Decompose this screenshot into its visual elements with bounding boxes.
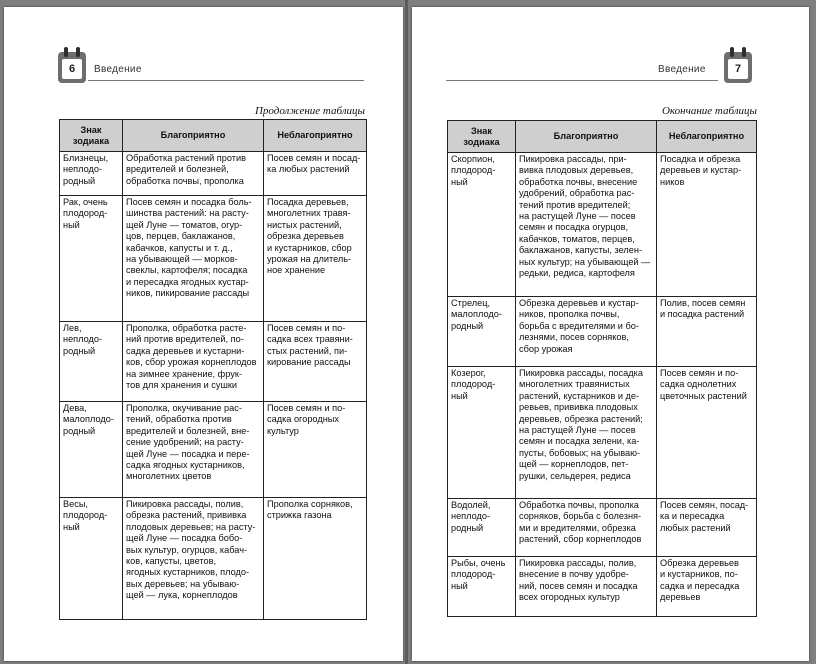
zodiac-table — [59, 119, 367, 620]
table-header-row — [60, 120, 367, 152]
calendar-icon — [724, 52, 752, 83]
cell-bad: Посев семян и по- садка однолетних цветочных растений — [657, 367, 757, 499]
cell-sign: Лев, неплодо- родный — [60, 322, 123, 402]
cell-bad: Посев семян и по- садка всех травяни- стых растений, пи- кирование рассады — [264, 322, 367, 402]
table-row — [60, 498, 367, 620]
book-spine — [405, 0, 408, 664]
cell-bad: Обрезка деревьев и кустарников, по- садка и пересадка деревьев — [657, 557, 757, 617]
cell-sign: Козерог, плодород- ный — [448, 367, 516, 499]
cell-sign: Рак, очень плодород- ный — [60, 196, 123, 322]
cell-bad: Посев семян и по- садка огородных культур — [264, 402, 367, 498]
table-row — [448, 499, 757, 557]
page-number: 7 — [728, 59, 748, 79]
header-good: Благоприятно — [123, 120, 264, 152]
page-number: 6 — [62, 59, 82, 79]
cell-good: Пикировка рассады, при- вивка плодовых деревьев, обработка почвы, внесение удобрений, обработка рас- тений против вредителей; на растущей Луне — посев семян и посадка огурцов, кабачков, томатов, перцев, баклажанов, капусты, зелен- ных культур; на убывающей — редьки, редиса, картофеля — [516, 153, 657, 297]
cell-bad: Посев семян, посад- ка и пересадка любых растений — [657, 499, 757, 557]
cell-bad: Полив, посев семян и посадка растений — [657, 297, 757, 367]
section-title: Введение — [658, 64, 706, 75]
cell-sign: Скорпион, плодород- ный — [448, 153, 516, 297]
table-row — [60, 402, 367, 498]
cell-bad: Прополка сорняков, стрижка газона — [264, 498, 367, 620]
cell-sign: Рыбы, очень плодород- ный — [448, 557, 516, 617]
cell-good: Пикировка рассады, посадка многолетних травянистых растений, кустарников и де- ревьев, прививка плодовых деревьев, обрезка растений; на растущей Луне — посев семян и посадка зелени, ка- пусты, бобовых; на убываю- щей — корнеплодов, пет- рушки, сельдерея, редиса — [516, 367, 657, 499]
table-row — [60, 152, 367, 196]
header-bad: Неблагоприятно — [264, 120, 367, 152]
table-row — [448, 297, 757, 367]
calendar-icon — [58, 52, 86, 83]
cell-sign: Близнецы, неплодо- родный — [60, 152, 123, 196]
cell-good: Прополка, окучивание рас- тений, обработка против вредителей и болезней, вне- сение удобрений; на расту- щей Луне — посадка и пере- садка ягодных кустарников, многолетних цветов — [123, 402, 264, 498]
zodiac-table — [447, 120, 757, 617]
cell-bad: Посадка деревьев, многолетних травя- нистых растений, обрезка деревьев и кустарников, сбор урожая на длитель- ное хранение — [264, 196, 367, 322]
left-page — [4, 7, 403, 661]
cell-good: Посев семян и посадка боль- шинства растений: на расту- щей Луне — томатов, огур- цов, перцев, баклажанов, кабачков, капусты и т. д., на убывающей — морков- свеклы, картофеля; посадка и пересадка ягодных кустар- ников, пикирование рассады — [123, 196, 264, 322]
header-rule — [446, 80, 718, 81]
table-row — [448, 367, 757, 499]
table-caption: Продолжение таблицы — [254, 105, 365, 117]
table-row — [448, 557, 757, 617]
header-sign: Знак зодиака — [60, 120, 123, 152]
cell-good: Обработка растений против вредителей и болезней, обработка почвы, прополка — [123, 152, 264, 196]
table-row — [448, 153, 757, 297]
right-page — [412, 7, 809, 661]
cell-good: Пикировка рассады, полив, обрезка растений, прививка плодовых деревьев; на расту- щей Луне — посадка бобо- вых культур, огурцов, кабач- ков, капусты, цветов, ягодных кустарников, плодо- вых деревьев; на убываю- щей — лука, корнеплодов — [123, 498, 264, 620]
cell-good: Прополка, обработка расте- ний против вредителей, по- садка деревьев и кустарни- ков, сбор урожая корнеплодов на зимнее хранение, фрук- тов для хранения и сушки — [123, 322, 264, 402]
table-header-row — [448, 121, 757, 153]
cell-sign: Стрелец, малоплодо- родный — [448, 297, 516, 367]
header-rule — [88, 80, 364, 81]
cell-sign: Водолей, неплодо- родный — [448, 499, 516, 557]
cell-sign: Дева, малоплодо- родный — [60, 402, 123, 498]
table-row — [60, 196, 367, 322]
cell-sign: Весы, плодород- ный — [60, 498, 123, 620]
section-title: Введение — [94, 64, 142, 75]
header-sign: Знак зодиака — [448, 121, 516, 153]
cell-good: Обработка почвы, прополка сорняков, борьба с болезня- ми и вредителями, обрезка растений, сбор корнеплодов — [516, 499, 657, 557]
table-row — [60, 322, 367, 402]
header-good: Благоприятно — [516, 121, 657, 153]
cell-bad: Посадка и обрезка деревьев и кустар- ников — [657, 153, 757, 297]
header-bad: Неблагоприятно — [657, 121, 757, 153]
cell-good: Обрезка деревьев и кустар- ников, прополка почвы, борьба с вредителями и бо- лезнями, посев сорняков, сбор урожая — [516, 297, 657, 367]
cell-bad: Посев семян и посад- ка любых растений — [264, 152, 367, 196]
table-caption: Окончание таблицы — [661, 105, 757, 117]
cell-good: Пикировка рассады, полив, внесение в почву удобре- ний, посев семян и посадка всех огородных культур — [516, 557, 657, 617]
